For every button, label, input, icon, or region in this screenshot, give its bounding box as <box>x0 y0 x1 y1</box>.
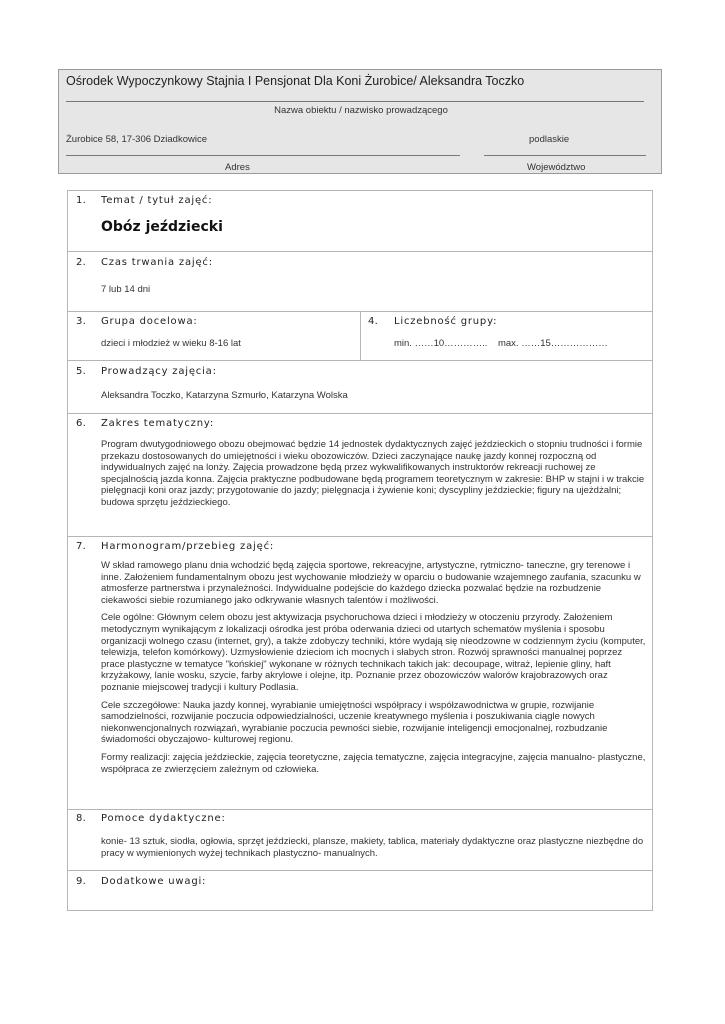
divider <box>68 870 652 871</box>
column-divider <box>360 311 361 360</box>
section-3-label: Grupa docelowa: <box>101 316 198 327</box>
general-goals-paragraph: Cele ogólne: Głównym celem obozu jest aktywizacja psychoruchowa dzieci i młodzieży w otoczeniu przyrody. Założeniem metodycznym wynikającym z lokalizacji ośrodka jest próba oderwania dzieci od utartych schematów myślenia i sposobu organizacji wolnego czasu (internet, gry), a także zdobyczy techniki, które wydają się nieodzowne w codziennym życiu (komputer, telewizja, telefon komórkowy). Uzmysłowienie dzieciom ich mocnych i słabych stron. Rozwój sprawności manualnej poprzez prace plastyczne w tematyce "końskiej" wykonane w różnych technikach takich jak: decoupage, witraż, lepienie gliny, haft krzyżakowy, lanie wosku, szycie, farby akrylowe i olejne, itp. Poznanie przez obozowiczów walorów krajobrazowych oraz poznanie miejscowej tradycji i kultury Podlasia. <box>101 612 646 693</box>
facility-title: Ośrodek Wypoczynkowy Stajnia I Pensjonat Dla Koni Żurobice/ Aleksandra Toczko <box>66 74 525 88</box>
divider <box>68 809 652 810</box>
header-box <box>58 69 662 174</box>
divider <box>68 251 652 252</box>
section-9-number: 9. <box>76 876 87 887</box>
section-3-number: 3. <box>76 316 87 327</box>
section-5-number: 5. <box>76 366 87 377</box>
section-6-number: 6. <box>76 418 87 429</box>
instructors-value: Aleksandra Toczko, Katarzyna Szmurło, Katarzyna Wolska <box>101 390 348 401</box>
name-caption: Nazwa obiektu / nazwisko prowadzącego <box>274 105 448 116</box>
section-1-number: 1. <box>76 195 87 206</box>
duration-value: 7 lub 14 dni <box>101 284 151 295</box>
specific-goals-paragraph: Cele szczegółowe: Nauka jazdy konnej, wyrabianie umiejętności współpracy i współzawodnictwa w grupie, rozwijanie samodzielności, rozwijanie poczucia odpowiedzialności, uczenie kreatywnego myślenia i poszukiwania ciągle nowych niekonwencjonalnych rozwiązań, wyrabianie poczucia pewności siebie, rozwijanie inteligencji emocjonalnej, rozbudzanie świadomości obyczajowo- kulturowej regionu. <box>101 699 608 746</box>
thematic-scope-text: Program dwutygodniowego obozu obejmować będzie 14 jednostek dydaktycznych zajęć jeździeckich o stopniu trudności i formie przekazu dostosowanych do umiejętności i wieku obozowiczów. Dzieci zaczynające naukę jazdy konnej rozpoczną od indywidualnych zajęć na lonży. Zajęcia prowadzone będą przez wykwalifikowanych instruktorów rekreacji ruchowej ze specjalnością jazda konna. Zajęcia praktyczne podbudowane będą programem teoretycznym w zakresie: BHP w stajni i w trakcie pielęgnacji koni oraz jazdy; przygotowanie do jazdy; pielęgnacja i żywienie koni; dyscypliny jeździeckie; figury na ujeżdżalni; budowa sprzętu jeździeckiego. <box>101 439 645 508</box>
divider <box>68 536 652 537</box>
section-2-number: 2. <box>76 257 87 268</box>
address-underline <box>66 155 460 156</box>
section-7-number: 7. <box>76 541 87 552</box>
forms-paragraph: Formy realizacji: zajęcia jeździeckie, zajęcia teoretyczne, zajęcia tematyczne, zajęcia integracyjne, zajęcia manualno- plastyczne, współpraca ze zwierzęciem zależnym od człowieka. <box>101 751 646 775</box>
section-2-label: Czas trwania zajęć: <box>101 257 213 268</box>
section-1-label: Temat / tytuł zajęć: <box>101 195 213 206</box>
divider <box>68 413 652 414</box>
voivodeship-caption: Województwo <box>527 162 586 173</box>
section-9-label: Dodatkowe uwagi: <box>101 876 207 887</box>
section-4-number: 4. <box>368 316 379 327</box>
section-7-label: Harmonogram/przebieg zajęć: <box>101 541 275 552</box>
teaching-aids-text: konie- 13 sztuk, siodła, ogłowia, sprzęt jeździecki, plansze, makiety, tablica, materiały dydaktyczne oraz plastyczne niezbędne do pracy w wymienionych wyżej technikach plastyczno- manualnych. <box>101 836 644 859</box>
group-size-value: min. ……10………….. max. ……15……………… <box>394 338 608 349</box>
voivodeship-underline <box>484 155 646 156</box>
address-caption: Adres <box>225 162 250 173</box>
course-title: Obóz jeździecki <box>101 219 223 235</box>
schedule-text <box>101 560 646 781</box>
schedule-paragraph: W skład ramowego planu dnia wchodzić będą zajęcia sportowe, rekreacyjne, artystyczne, rytmiczno- taneczne, gry terenowe i inne. Założeniem fundamentalnym obozu jest wychowanie młodzieży w oparciu o budowanie wzajemnego zaufania, szacunku w atmosferze partnerstwa i przynależności. Indywidualne podejście do każdego dziecka pozwalać będzie na rozbudzenie ciekawości siebie rozumianego jako odkrywanie własnych talentów i możliwości. <box>101 560 641 606</box>
section-5-label: Prowadzący zajęcia: <box>101 366 217 377</box>
voivodeship-value: podlaskie <box>529 134 570 145</box>
section-8-number: 8. <box>76 813 87 824</box>
divider <box>68 360 652 361</box>
section-8-label: Pomoce dydaktyczne: <box>101 813 226 824</box>
section-6-label: Zakres tematyczny: <box>101 418 215 429</box>
address-value: Żurobice 58, 17-306 Dziadkowice <box>66 134 207 145</box>
program-form <box>67 190 653 911</box>
target-group-value: dzieci i młodzież w wieku 8-16 lat <box>101 338 241 349</box>
title-underline <box>66 101 644 102</box>
section-4-label: Liczebność grupy: <box>394 316 498 327</box>
